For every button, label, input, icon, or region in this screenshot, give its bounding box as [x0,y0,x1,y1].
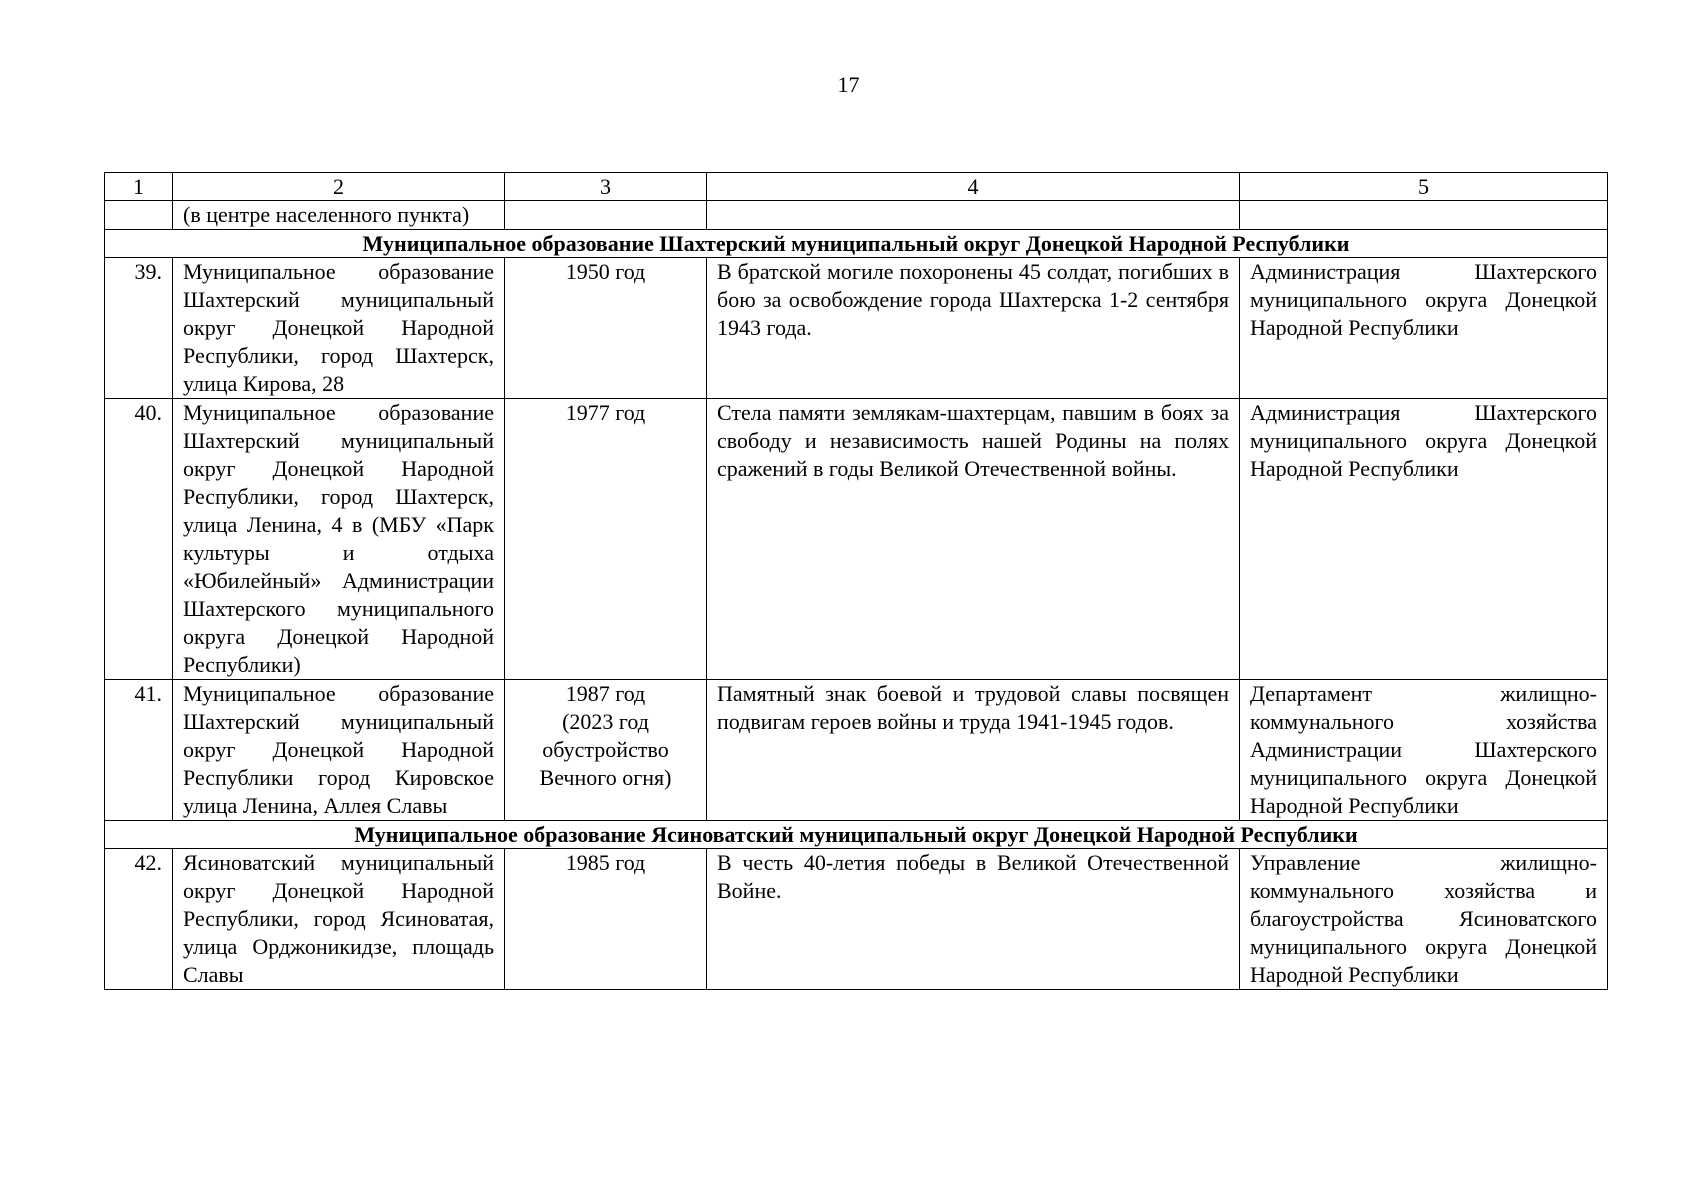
description-cell [707,201,1240,230]
responsible-body-cell: Департамент жилищно-коммунального хозяйства Администрации Шахтерского муниципального округа Донецкой Народной Республики [1240,680,1608,821]
location-cell: (в центре населенного пункта) [173,201,505,230]
location-cell: Ясиноватский муниципальный округ Донецкой Народной Республики, город Ясиноватая, улица Орджоникидзе, площадь Славы [173,849,505,990]
location-cell: Муниципальное образование Шахтерский муниципальный округ Донецкой Народной Республики, город Шахтерск, улица Ленина, 4 в (МБУ «Парк культуры и отдыха «Юбилейный» Администрации Шахтерского муниципального округа Донецкой Народной Республики) [173,399,505,680]
section-title: Муниципальное образование Шахтерский муниципальный округ Донецкой Народной Республики [105,230,1608,258]
section-title: Муниципальное образование Ясиноватский муниципальный округ Донецкой Народной Республики [105,821,1608,849]
date-cell [505,399,707,680]
date-line: Вечного огня) [539,765,672,790]
section-header-row [105,821,1608,849]
column-header: 4 [707,173,1240,201]
description-cell: Памятный знак боевой и трудовой славы посвящен подвигам героев войны и труда 1941-1945 годов. [707,680,1240,821]
row-number-cell: 40. [105,399,173,680]
date-line: обустройство [542,737,669,762]
description-cell: В братской могиле похоронены 45 солдат, погибших в бою за освобождение города Шахтерска 1-2 сентября 1943 года. [707,258,1240,399]
responsible-body-cell: Администрация Шахтерского муниципального округа Донецкой Народной Республики [1240,399,1608,680]
date-cell [505,258,707,399]
date-cell [505,201,707,230]
date-cell [505,849,707,990]
date-line: 1987 год [565,681,646,706]
responsible-body-cell: Управление жилищно-коммунального хозяйства и благоустройства Ясиноватского муниципального округа Донецкой Народной Республики [1240,849,1608,990]
column-header: 1 [105,173,173,201]
row-number-cell [105,201,173,230]
column-numbers-row [105,173,1608,201]
column-header: 3 [505,173,707,201]
date-line: (2023 год [562,709,649,734]
date-line: 1950 год [565,259,646,284]
row-number-cell: 42. [105,849,173,990]
continuation-row [105,201,1608,230]
table-row [105,258,1608,399]
responsible-body-cell: Администрация Шахтерского муниципального округа Донецкой Народной Республики [1240,258,1608,399]
column-header: 2 [173,173,505,201]
table-row [105,680,1608,821]
description-cell: Стела памяти землякам-шахтерцам, павшим в боях за свободу и независимость нашей Родины на полях сражений в годы Великой Отечественной войны. [707,399,1240,680]
table-row [105,849,1608,990]
description-cell: В честь 40-летия победы в Великой Отечественной Войне. [707,849,1240,990]
date-line: 1985 год [565,850,646,875]
row-number-cell: 41. [105,680,173,821]
row-number-cell: 39. [105,258,173,399]
location-cell: Муниципальное образование Шахтерский муниципальный округ Донецкой Народной Республики, город Шахтерск, улица Кирова, 28 [173,258,505,399]
date-cell [505,680,707,821]
section-header-row [105,230,1608,258]
location-cell: Муниципальное образование Шахтерский муниципальный округ Донецкой Народной Республики город Кировское улица Ленина, Аллея Славы [173,680,505,821]
table-row [105,399,1608,680]
memorials-table [104,172,1608,990]
column-header: 5 [1240,173,1608,201]
page-number: 17 [837,72,860,97]
responsible-body-cell [1240,201,1608,230]
table-body [105,173,1608,990]
date-line: 1977 год [565,400,646,425]
